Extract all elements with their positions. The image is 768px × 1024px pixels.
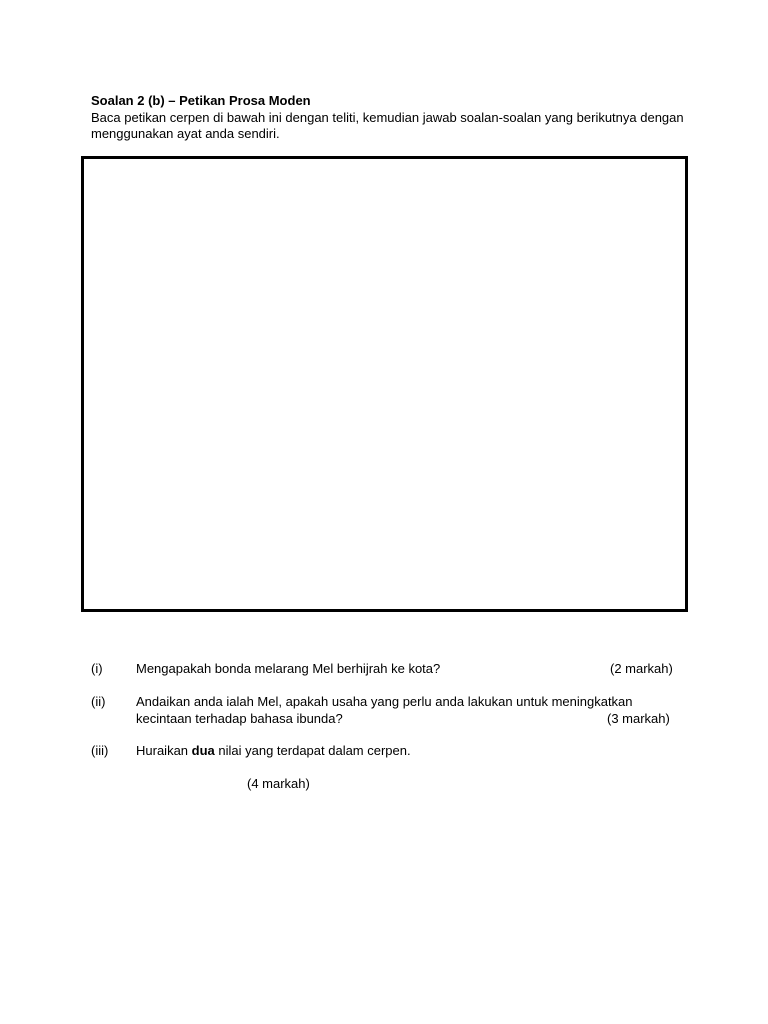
instructions: Baca petikan cerpen di bawah ini dengan teliti, kemudian jawab soalan-soalan yang berikutnya dengan menggunakan ayat anda sendiri. <box>91 110 684 141</box>
question-text-3-start: Huraikan <box>136 743 192 758</box>
question-number-2: (ii) <box>91 694 106 709</box>
passage-box <box>81 156 688 612</box>
question-text-3 <box>136 742 681 759</box>
question-heading: Soalan 2 (b) – Petikan Prosa Moden <box>91 93 311 108</box>
question-text-3-end: nilai yang terdapat dalam cerpen. <box>214 743 411 758</box>
question-marks-2: (3 markah) <box>607 711 670 726</box>
question-text-2: Andaikan anda ialah Mel, apakah usaha yang perlu anda lakukan untuk meningkatkan kecintaan terhadap bahasa ibunda? <box>136 694 633 726</box>
question-number-1: (i) <box>91 661 103 676</box>
question-text-3-emphasis: dua <box>191 743 215 758</box>
question-text-1: Mengapakah bonda melarang Mel berhijrah ke kota? <box>136 661 441 676</box>
question-marks-1: (2 markah) <box>610 661 673 676</box>
question-marks-3: (4 markah) <box>247 776 310 791</box>
question-number-3: (iii) <box>91 743 109 758</box>
